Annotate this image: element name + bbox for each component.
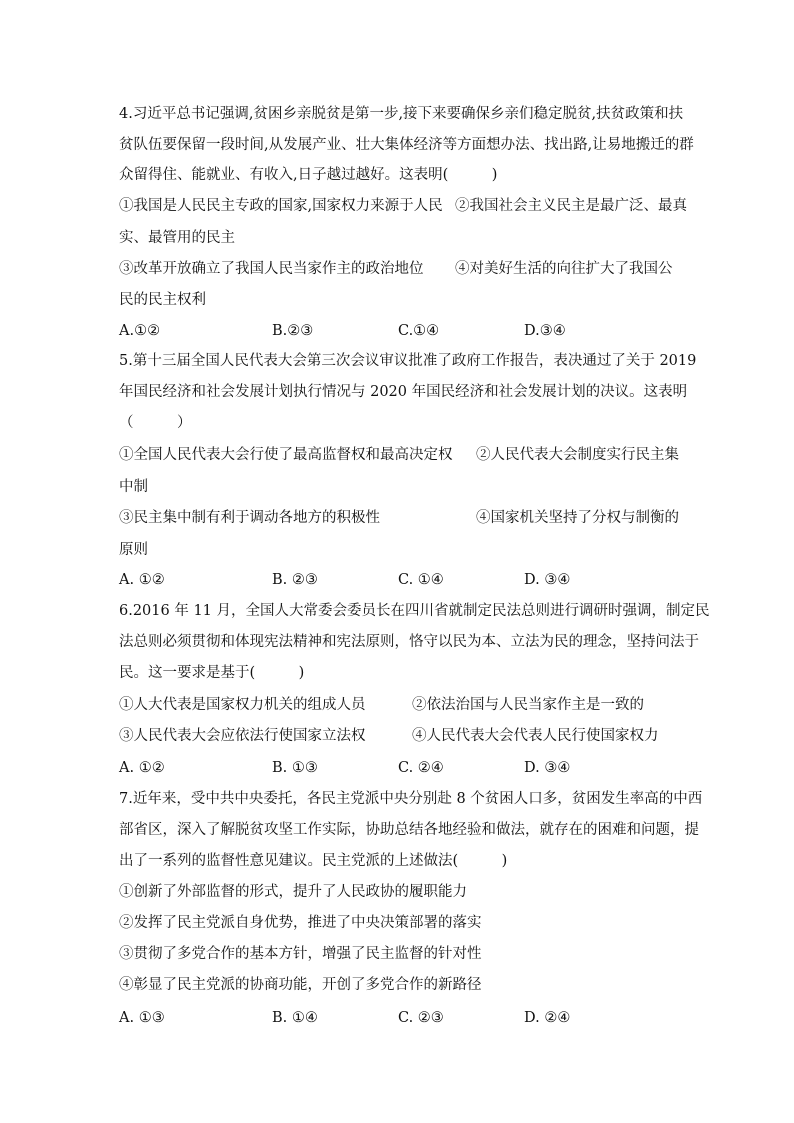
- statement-3: ③改革开放确立了我国人民当家作主的政治地位: [119, 261, 424, 277]
- statement-2: ②我国社会主义民主是最广泛、最真: [455, 198, 687, 214]
- statement-4: ④国家机关坚持了分权与制衡的: [476, 510, 679, 526]
- statement-4: ④人民代表大会代表人民行使国家权力: [412, 728, 659, 744]
- statement-2: ②人民代表大会制度实行民主集: [476, 447, 679, 463]
- question-stem-line: 出了一系列的监督性意见建议。民主党派的上述做法( ): [119, 853, 508, 869]
- option-d[interactable]: D. ③④: [524, 760, 571, 776]
- question-stem-line: 法总则必须贯彻和体现宪法精神和宪法原则，恪守以民为本、立法为民的理念，坚持问法于: [119, 634, 699, 650]
- statement-1: ①全国人民代表大会行使了最高监督权和最高决定权: [119, 447, 453, 463]
- option-b[interactable]: B. ①④: [272, 1010, 318, 1026]
- statement-2: ②发挥了民主党派自身优势，推进了中央决策部署的落实: [119, 915, 482, 931]
- statement-4: ④彰显了民主党派的协商功能，开创了多党合作的新路径: [119, 977, 482, 993]
- statement-2: ②依法治国与人民当家作主是一致的: [412, 697, 644, 713]
- statement-3: ③人民代表大会应依法行使国家立法权: [119, 728, 366, 744]
- question-stem-line: 贫队伍要保留一段时间,从发展产业、壮大集体经济等方面想办法、找出路,让易地搬迁的群: [119, 137, 694, 153]
- question-stem-line: 年国民经济和社会发展计划执行情况与 2020 年国民经济和社会发展计划的决议。这表明: [119, 384, 688, 400]
- question-stem-line: 5.第十三届全国人民代表大会第三次会议审议批准了政府工作报告，表决通过了关于 2019: [119, 353, 697, 369]
- statement-1: ①我国是人民民主专政的国家,国家权力来源于人民: [119, 198, 443, 214]
- statement-4: ④对美好生活的向往扩大了我国公: [455, 261, 673, 277]
- statement-1: ①人大代表是国家权力机关的组成人员: [119, 697, 366, 713]
- question-stem-line: （ ）: [119, 415, 192, 431]
- question-stem-line: 6.2016 年 11 月，全国人大常委会委员长在四川省就制定民法总则进行调研时强调，制定民: [119, 603, 710, 619]
- option-b[interactable]: B. ①③: [272, 760, 318, 776]
- statement-3: ③贯彻了多党合作的基本方针，增强了民主监督的针对性: [119, 946, 482, 962]
- statement-1: ①创新了外部监督的形式，提升了人民政协的履职能力: [119, 884, 467, 900]
- statement-2-continued: 中制: [119, 479, 148, 495]
- option-b[interactable]: B.②③: [272, 323, 314, 339]
- option-c[interactable]: C. ②③: [398, 1010, 444, 1026]
- option-d[interactable]: D. ②④: [524, 1010, 571, 1026]
- question-stem-line: 民。这一要求是基于( ): [119, 665, 305, 681]
- question-stem-line: 部省区，深入了解脱贫攻坚工作实际，协助总结各地经验和做法，就存在的困难和问题，提: [119, 822, 699, 838]
- question-stem-line: 7.近年来，受中共中央委托，各民主党派中央分别赴 8 个贫困人口多，贫困发生率高的中西: [119, 791, 703, 807]
- option-c[interactable]: C. ①④: [398, 572, 444, 588]
- option-d[interactable]: D.③④: [524, 323, 566, 339]
- statement-4-continued: 原则: [119, 542, 148, 558]
- question-stem-line: 4.习近平总书记强调,贫困乡亲脱贫是第一步,接下来要确保乡亲们稳定脱贫,扶贫政策和扶: [119, 106, 684, 122]
- option-d[interactable]: D. ③④: [524, 572, 571, 588]
- option-a[interactable]: A. ①②: [119, 572, 165, 588]
- option-a[interactable]: A. ①③: [119, 1010, 165, 1026]
- option-c[interactable]: C. ②④: [398, 760, 444, 776]
- option-b[interactable]: B. ②③: [272, 572, 318, 588]
- statement-2-continued: 实、最管用的民主: [119, 230, 235, 246]
- option-c[interactable]: C.①④: [398, 323, 440, 339]
- option-a[interactable]: A. ①②: [119, 760, 165, 776]
- question-stem-line: 众留得住、能就业、有收入,日子越过越好。这表明( ): [119, 167, 498, 183]
- statement-3: ③民主集中制有利于调动各地方的积极性: [119, 510, 380, 526]
- statement-4-continued: 民的民主权利: [119, 292, 206, 308]
- option-a[interactable]: A.①②: [119, 323, 161, 339]
